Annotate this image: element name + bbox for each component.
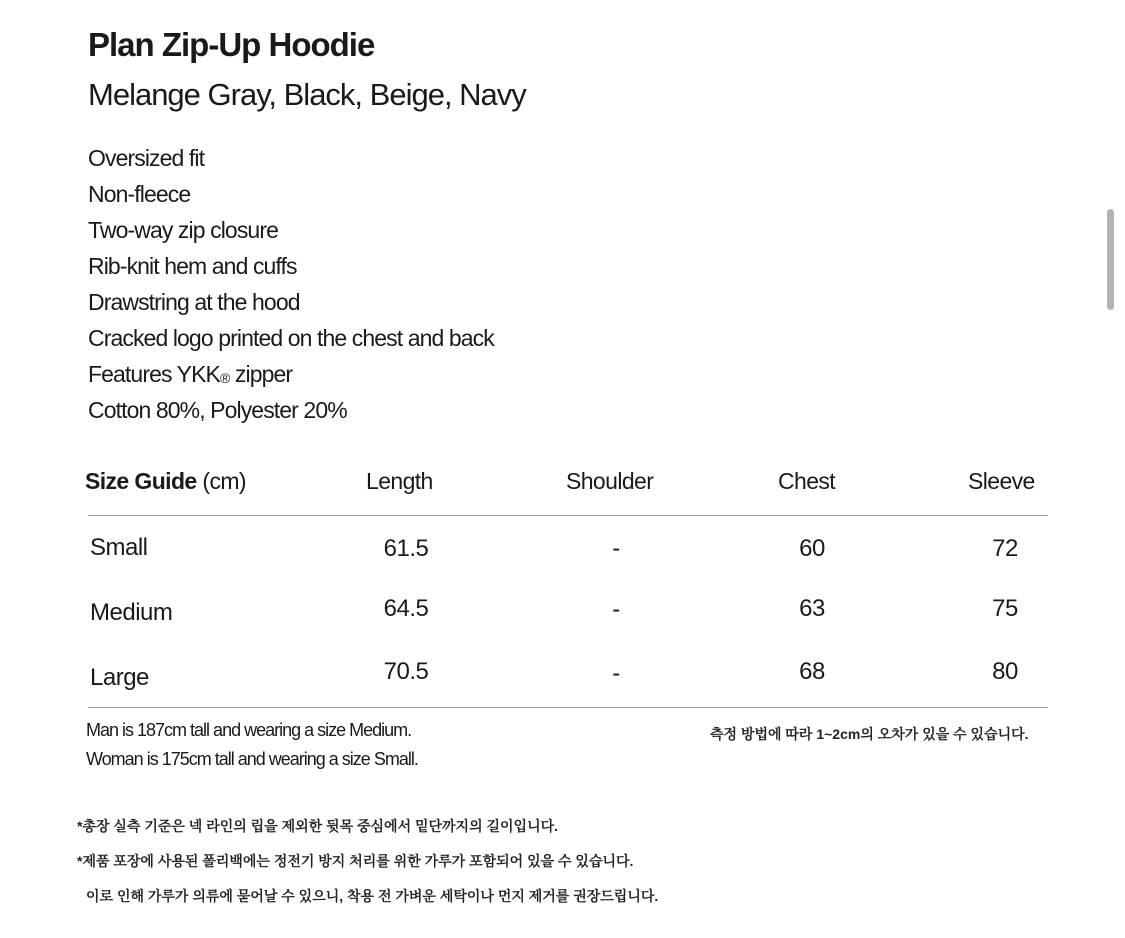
vertical-scrollbar[interactable] — [1107, 209, 1114, 310]
size-guide-label: Size Guide — [85, 468, 197, 494]
footnote-washing: 이로 인해 가루가 의류에 묻어날 수 있으니, 착용 전 가벼운 세탁이나 먼지 제거를 권장드립니다. — [86, 888, 659, 904]
size-guide-unit: (cm) — [202, 468, 246, 494]
chest-cell: 60 — [799, 535, 825, 562]
length-cell: 70.5 — [383, 658, 429, 685]
footnote-length: *총장 실측 기준은 넥 라인의 립을 제외한 뒷목 중심에서 밑단까지의 길이입니다. — [77, 818, 559, 834]
feature-item: Two-way zip closure — [88, 217, 278, 243]
table-bottom-divider — [88, 707, 1048, 708]
column-header-shoulder: Shoulder — [566, 468, 654, 494]
feature-item: Rib-knit hem and cuffs — [88, 253, 297, 279]
footnote-polybag: *제품 포장에 사용된 폴리백에는 정전기 방지 처리를 위한 가루가 포함되어 있을 수 있습니다. — [77, 853, 634, 869]
size-cell: Large — [90, 664, 149, 691]
product-colors: Melange Gray, Black, Beige, Navy — [88, 77, 526, 112]
shoulder-cell: - — [612, 660, 620, 687]
length-cell: 64.5 — [383, 595, 429, 622]
feature-list — [88, 140, 494, 428]
sleeve-cell: 75 — [992, 595, 1018, 622]
model-note-woman: Woman is 175cm tall and wearing a size Small. — [86, 749, 418, 769]
column-header-chest: Chest — [778, 468, 836, 494]
feature-item: Cracked logo printed on the chest and back — [88, 325, 494, 351]
model-note-man: Man is 187cm tall and wearing a size Medium. — [86, 720, 412, 740]
feature-zipper-text: Features YKK — [88, 361, 220, 387]
product-title: Plan Zip-Up Hoodie — [88, 26, 375, 63]
feature-item: Cotton 80%, Polyester 20% — [88, 397, 347, 423]
size-cell: Medium — [90, 599, 173, 626]
chest-cell: 68 — [799, 658, 825, 685]
feature-item-zipper — [88, 356, 494, 392]
size-cell: Small — [90, 534, 148, 561]
length-cell: 61.5 — [383, 535, 429, 562]
shoulder-cell: - — [612, 535, 620, 562]
size-guide-heading — [85, 468, 246, 495]
sleeve-cell: 72 — [992, 535, 1018, 562]
measurement-disclaimer: 측정 방법에 따라 1~2cm의 오차가 있을 수 있습니다. — [710, 726, 1029, 742]
column-header-sleeve: Sleeve — [968, 468, 1035, 494]
sleeve-cell: 80 — [992, 658, 1018, 685]
shoulder-cell: - — [612, 596, 620, 623]
registered-mark: ® — [219, 370, 230, 386]
feature-zipper-suffix: zipper — [229, 361, 293, 387]
feature-item: Oversized fit — [88, 145, 205, 171]
feature-item: Drawstring at the hood — [88, 289, 300, 315]
feature-item: Non-fleece — [88, 181, 191, 207]
chest-cell: 63 — [799, 595, 825, 622]
table-top-divider — [88, 515, 1048, 516]
column-header-length: Length — [366, 468, 433, 494]
